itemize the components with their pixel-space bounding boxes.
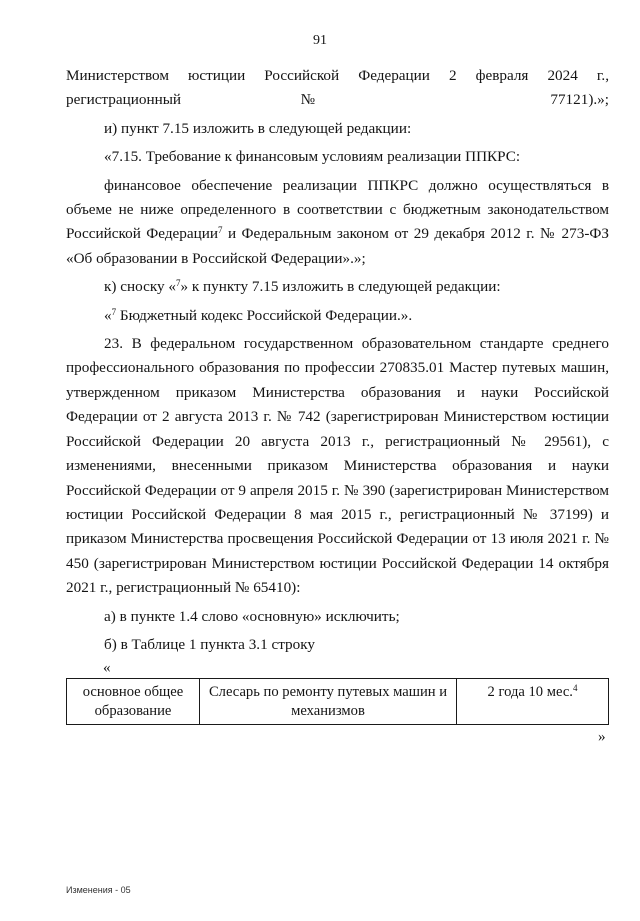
- cell-study-duration: [457, 679, 609, 725]
- paragraph-item-b: б) в Таблице 1 пункта 3.1 строку: [104, 635, 315, 653]
- paragraph-registration-continuation: Министерством юстиции Российской Федерации 2 февраля 2024 г., регистрационный № 77121).»;: [66, 67, 609, 109]
- financial-provision-text: финансовое обеспечение реализации ППКРС должно осуществляться в объеме не ниже определенного в соответствии с бюджетным законодательством Российской Федерации: [66, 176, 609, 243]
- paragraph-item-i: и) пункт 7.15 изложить в следующей редакции:: [104, 119, 412, 137]
- duration-footnote-ref: 4: [572, 683, 578, 693]
- document-body: [66, 64, 609, 657]
- paragraph-point-23: 23. В федеральном государственном образовательном стандарте среднего профессионального образования по профессии 270835.01 Мастер путевых машин, утвержденном приказом Министерства образования и науки Российской Федерации от 2 августа 2013 г. № 742 (зарегистрирован Министерством юстиции Российской Федерации 20 августа 2013 г., регистрационный № 29561), с изменениями, внесенными приказом Министерства образования и науки Российской Федерации от 9 апреля 2015 г. № 390 (зарегистрирован Министерством юстиции Российской Федерации 8 мая 2015 г., регистрационный № 37199) и приказом Министерства просвещения Российской Федерации от 13 июля 2021 г. № 450 (зарегистрирован Министерством юстиции Российской Федерации 14 октября 2021 г., регистрационный № 65410):: [66, 335, 609, 597]
- table-row: [67, 679, 609, 725]
- footer-revision-label: Изменения - 05: [66, 885, 131, 895]
- replacement-row-table: [66, 678, 609, 725]
- paragraph-point-7-15-heading: «7.15. Требование к финансовым условиям реализации ППКРС:: [104, 148, 521, 166]
- item-k-text-end: » к пункту 7.15 изложить в следующей редакции:: [180, 278, 501, 296]
- paragraph-item-k: [66, 275, 609, 299]
- paragraph-footnote-7-text: [66, 304, 609, 328]
- footnote-mark-7: 7: [175, 278, 181, 289]
- study-duration-text: 2 года 10 мес.: [487, 684, 573, 700]
- footnote-7-number: 7: [111, 306, 117, 317]
- item-k-text-start: к) сноску «: [104, 278, 176, 296]
- table-open-quote: «: [103, 659, 111, 676]
- financial-provision-text-end: и Федеральным законом от 29 декабря 2012 г. № 273-ФЗ «Об образовании в Российской Федерации».»;: [66, 225, 610, 267]
- paragraph-financial-provision: [66, 174, 609, 272]
- footnote-ref-7: 7: [218, 225, 223, 236]
- footnote-open-quote: «: [104, 306, 112, 324]
- paragraph-item-a: а) в пункте 1.4 слово «основную» исключить;: [104, 607, 400, 625]
- page-number: 91: [313, 33, 327, 48]
- cell-profession-name: Слесарь по ремонту путевых машин и механизмов: [200, 679, 457, 725]
- table-close-quote: »: [598, 728, 606, 745]
- footnote-7-content: Бюджетный кодекс Российской Федерации.».: [116, 306, 413, 324]
- cell-education-level: основное общее образование: [67, 679, 200, 725]
